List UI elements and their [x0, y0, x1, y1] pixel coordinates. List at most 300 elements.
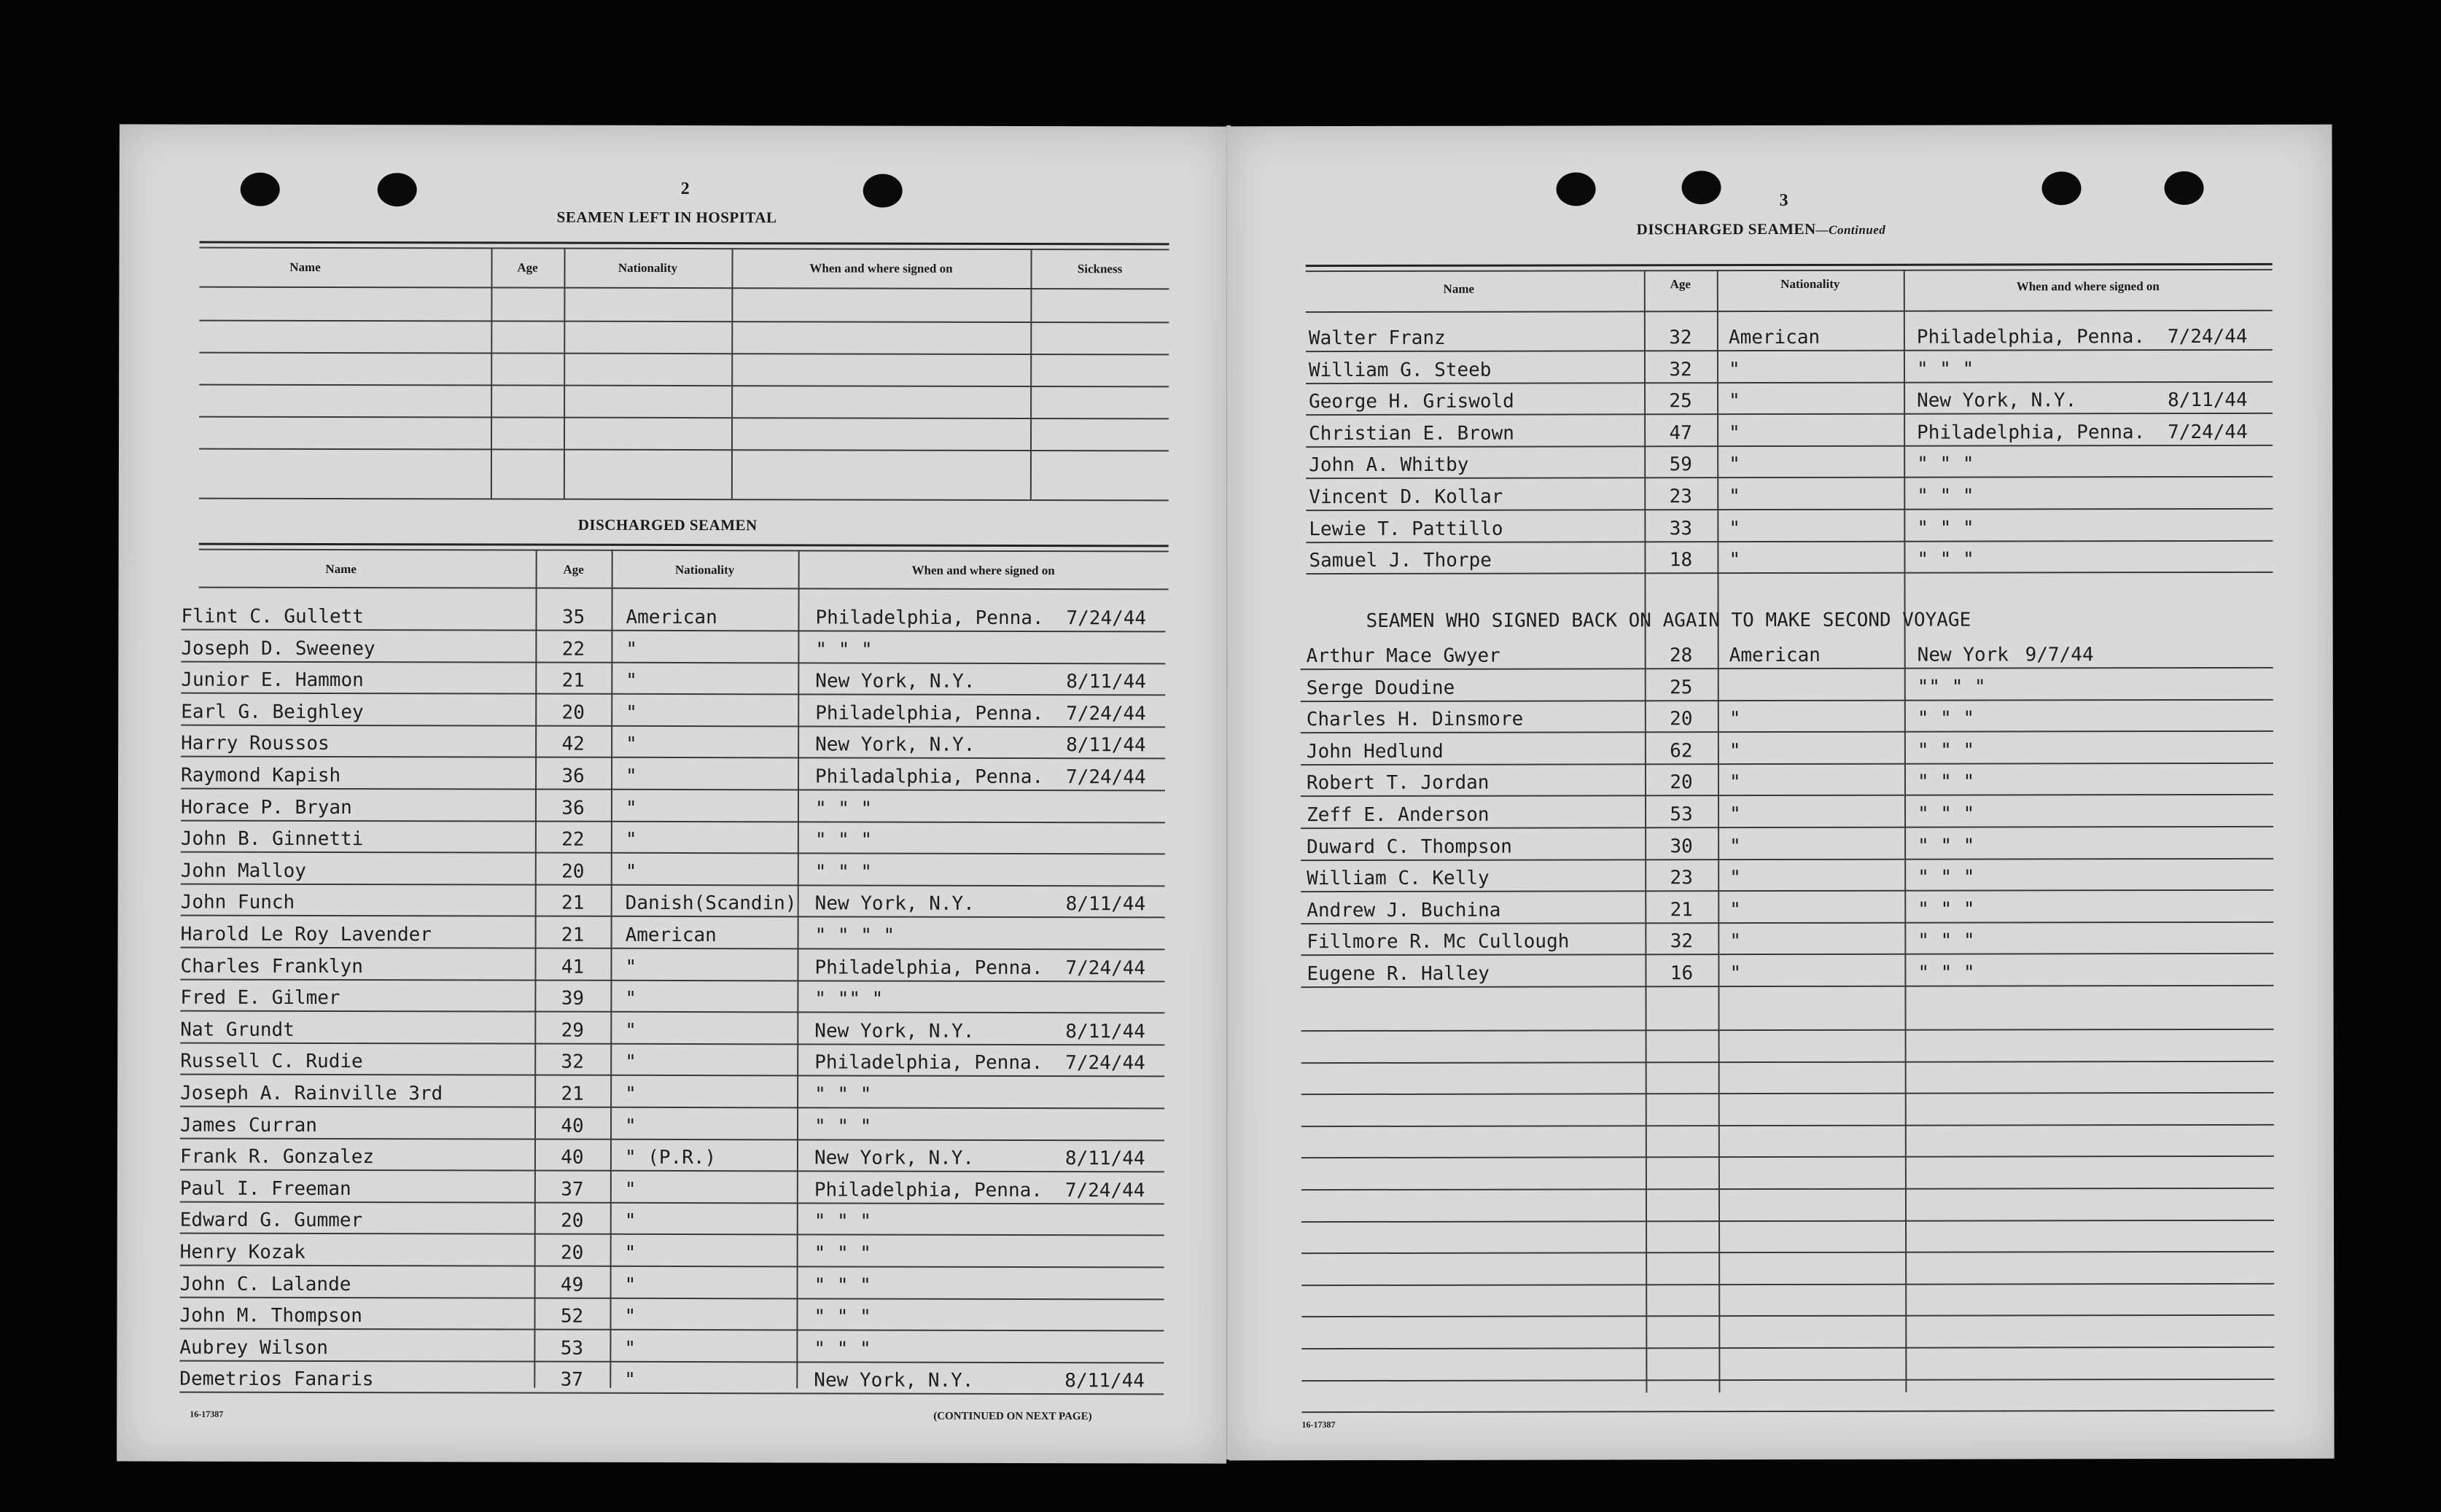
row-rule [180, 1010, 1164, 1014]
seaman-name: William G. Steeb [1308, 359, 1492, 381]
hospital-section-title: SEAMEN LEFT IN HOSPITAL [556, 208, 777, 227]
page-number: 3 [1779, 190, 1788, 211]
seaman-age: 20 [561, 860, 585, 883]
signed-on-date: 9/7/44 [2025, 644, 2094, 666]
seaman-age: 40 [561, 1146, 584, 1169]
seaman-age: 22 [561, 828, 585, 851]
row-rule [181, 756, 1165, 760]
column-rule [731, 248, 733, 499]
signed-on-date: 7/24/44 [1065, 956, 1146, 979]
seaman-nationality: " [1729, 835, 1741, 857]
hospital-col-age: Age [517, 260, 538, 275]
signed-on-date: 8/11/44 [1065, 1020, 1145, 1043]
row-rule [1301, 921, 2273, 924]
seaman-name: Christian E. Brown [1309, 422, 1514, 445]
seaman-age: 25 [1669, 390, 1692, 413]
blank-row-rule [1301, 1410, 2274, 1413]
row-rule [1301, 857, 2273, 860]
row-rule [1306, 572, 2273, 574]
seaman-name: Harry Roussos [181, 732, 330, 755]
row-rule [181, 693, 1165, 696]
seaman-name: William C. Kelly [1307, 867, 1490, 890]
seaman-age: 40 [561, 1115, 584, 1137]
row-rule [180, 1106, 1164, 1110]
row-rule [179, 1328, 1164, 1332]
punch-hole [1682, 171, 1721, 204]
seaman-nationality: " [626, 765, 637, 787]
seaman-name: Fred E. Gilmer [180, 986, 340, 1010]
blank-ruled-lines [1226, 125, 2332, 127]
seaman-age: 25 [1670, 676, 1693, 698]
signed-on-place: " " " [814, 1338, 871, 1360]
seaman-name: Aubrey Wilson [179, 1336, 328, 1359]
seaman-nationality: " (P.R.) [624, 1147, 717, 1169]
signed-on-place: Philadelphia, Penna. [814, 956, 1043, 979]
table-rule [199, 287, 1169, 290]
seaman-nationality: American [1728, 326, 1821, 349]
seaman-age: 21 [561, 924, 585, 946]
signed-on-date: 7/24/44 [1066, 702, 1146, 725]
signed-on-date: 7/24/44 [2167, 325, 2248, 348]
seaman-name: Edward G. Gummer [179, 1209, 363, 1232]
table-rule [1306, 310, 2273, 313]
signed-on-place: " " " [1917, 485, 1974, 507]
row-rule [1301, 763, 2273, 765]
table-rule [200, 241, 1169, 246]
row-rule [181, 883, 1165, 886]
seaman-nationality: " [624, 1274, 636, 1296]
table-rule [1306, 269, 2273, 272]
seaman-nationality: " [626, 670, 638, 693]
seaman-name: Vincent D. Kollar [1309, 486, 1503, 509]
signed-on-place: " " " " [814, 924, 895, 947]
signed-on-place: New York, N.Y. [814, 1020, 975, 1043]
table-rule [199, 498, 1169, 502]
row-rule [181, 629, 1165, 633]
signed-on-place: " " " [1918, 962, 1975, 984]
signed-on-place: " " " [1917, 771, 1975, 794]
seaman-name: Junior E. Hammon [181, 669, 364, 692]
signed-on-place: New York [1917, 644, 2009, 666]
punch-hole [241, 173, 280, 206]
seaman-nationality: " [625, 988, 637, 1010]
signed-on-date: 8/11/44 [1064, 1370, 1145, 1392]
row-rule [179, 1392, 1164, 1395]
seaman-nationality: " [625, 956, 637, 978]
row-rule [180, 1265, 1164, 1269]
row-rule [1301, 730, 2273, 733]
seaman-name: Henry Kozak [179, 1241, 305, 1263]
seaman-age: 23 [1669, 486, 1692, 508]
signed-on-date: 8/11/44 [1066, 671, 1146, 693]
seaman-age: 36 [561, 797, 585, 819]
column-rule [564, 248, 566, 499]
seaman-age: 32 [1669, 327, 1692, 349]
seaman-age: 35 [561, 606, 585, 628]
table-rule [199, 416, 1169, 420]
row-rule [181, 724, 1165, 728]
seaman-age: 52 [560, 1305, 584, 1328]
second-voyage-heading: SEAMEN WHO SIGNED BACK ON AGAIN TO MAKE SECOND VOYAGE [1366, 609, 1971, 632]
signed-on-place: " " " [814, 861, 873, 884]
seaman-nationality: " [1729, 708, 1741, 730]
signed-on-place: New York, N.Y. [814, 892, 975, 916]
title-continued: —Continued [1815, 222, 1886, 237]
signed-on-date: 7/24/44 [2168, 421, 2248, 443]
title-main: DISCHARGED SEAMEN [1636, 219, 1816, 238]
seaman-age: 36 [561, 765, 585, 787]
discharged-col-nationality: Nationality [674, 563, 735, 577]
blank-row-rule [1301, 1060, 2274, 1063]
seaman-age: 49 [560, 1274, 584, 1296]
seaman-age: 33 [1669, 517, 1693, 539]
seaman-name: Charles Franklyn [180, 955, 363, 978]
signed-on-place: Philadelphia, Penna. [1916, 326, 2146, 348]
seaman-nationality: " [626, 733, 637, 756]
signed-on-place: " " " [814, 829, 873, 852]
signed-on-place: " " " [1917, 548, 1974, 571]
signed-on-place: " " " [1918, 835, 1975, 857]
right-col-nationality: Nationality [1780, 276, 1840, 291]
hospital-col-name: Name [289, 260, 321, 274]
row-rule [180, 1201, 1164, 1204]
seaman-nationality: " [1729, 898, 1741, 921]
seaman-name: Fillmore R. Mc Cullough [1307, 930, 1570, 954]
row-rule [1306, 349, 2273, 352]
seaman-nationality: American [626, 606, 717, 629]
seaman-name: Joseph A. Rainville 3rd [180, 1082, 443, 1105]
seaman-name: Serge Doudine [1306, 677, 1455, 699]
seaman-nationality: American [625, 924, 717, 947]
seaman-name: Horace P. Bryan [180, 796, 352, 819]
seaman-nationality: American [1729, 644, 1821, 667]
seaman-nationality: " [1729, 486, 1740, 508]
signed-on-place: " " " [815, 639, 873, 661]
signed-on-place: New York, N.Y. [1917, 389, 2077, 412]
seaman-name: Arthur Mace Gwyer [1306, 644, 1500, 668]
table-rule [199, 543, 1169, 547]
seaman-age: 32 [561, 1051, 584, 1074]
row-rule [181, 788, 1165, 792]
blank-row-rule [1301, 1378, 2274, 1381]
seaman-age: 37 [560, 1369, 584, 1392]
row-rule [1306, 381, 2273, 383]
seaman-age: 30 [1670, 835, 1693, 857]
seaman-nationality: " [625, 1115, 636, 1137]
row-rule [1301, 953, 2273, 956]
row-rule [181, 660, 1165, 664]
discharged-continued-title [1637, 220, 1886, 239]
seaman-nationality: " [624, 1337, 636, 1360]
signed-on-date: 7/24/44 [1066, 766, 1146, 789]
seaman-name: Charles H. Dinsmore [1306, 708, 1524, 731]
seaman-name: John B. Ginnetti [180, 827, 364, 851]
table-rule [199, 549, 1169, 553]
signed-on-date: 7/24/44 [1064, 1179, 1145, 1202]
signed-on-place: " " " [1917, 707, 1975, 730]
seaman-name: Demetrios Fanaris [179, 1368, 374, 1391]
seaman-nationality: " [1729, 421, 1740, 444]
blank-row-rule [1301, 1219, 2274, 1222]
table-rule [1306, 263, 2273, 267]
column-rule [491, 247, 493, 498]
hospital-col-nationality: Nationality [618, 260, 678, 276]
seaman-nationality: " [626, 701, 637, 724]
seaman-age: 59 [1669, 453, 1692, 476]
seaman-nationality: " [624, 1210, 636, 1233]
seaman-nationality: " [626, 638, 638, 660]
row-rule [1306, 539, 2273, 542]
hospital-col-sickness: Sickness [1077, 262, 1123, 276]
seaman-name: Zeff E. Anderson [1307, 803, 1490, 827]
seaman-name: Joseph D. Sweeney [181, 637, 375, 660]
row-rule [1301, 667, 2273, 670]
seaman-name: Frank R. Gonzalez [179, 1145, 375, 1169]
table-rule [199, 352, 1169, 356]
discharged-col-signed-on: When and where signed on [911, 563, 1055, 578]
seaman-nationality: " [625, 1083, 636, 1105]
form-number: 16-17387 [190, 1408, 224, 1419]
row-rule [1301, 698, 2273, 701]
page-number: 2 [680, 179, 690, 199]
seaman-nationality: " [1729, 867, 1741, 889]
seaman-nationality: " [1729, 962, 1742, 985]
signed-on-date: 7/24/44 [1066, 607, 1147, 630]
seaman-nationality: " [625, 797, 637, 819]
signed-on-place: " " " [814, 1274, 871, 1297]
seaman-age: 23 [1670, 867, 1693, 889]
seaman-age: 37 [561, 1178, 584, 1201]
seaman-name: John A. Whitby [1309, 454, 1469, 477]
blank-row-rule [1301, 1314, 2274, 1317]
blank-row-rule [1301, 1283, 2274, 1286]
seaman-name: Raymond Kapish [181, 764, 341, 787]
seaman-name: Robert T. Jordan [1306, 772, 1490, 795]
seaman-age: 21 [561, 1083, 584, 1105]
punch-hole [2042, 171, 2082, 205]
signed-on-place: " " " [1918, 898, 1975, 921]
seaman-name: John M. Thompson [179, 1304, 362, 1328]
seaman-nationality: " [625, 829, 637, 852]
row-rule [179, 1360, 1164, 1363]
signed-on-date: 8/11/44 [1065, 893, 1146, 916]
signed-on-place: " " " [1917, 517, 1974, 539]
signed-on-place: " " " [1916, 358, 1974, 381]
seaman-age: 28 [1669, 644, 1693, 667]
seaman-name: Earl G. Beighley [181, 701, 364, 723]
seaman-name: Flint C. Gullett [181, 605, 364, 628]
signed-on-place: " " " [814, 798, 873, 820]
seaman-age: 32 [1669, 358, 1692, 381]
table-rule [199, 448, 1169, 452]
column-rule [796, 550, 799, 1388]
seaman-name: Samuel J. Thorpe [1309, 549, 1492, 572]
signed-on-date: 8/11/44 [1066, 734, 1146, 757]
seaman-name: Duward C. Thompson [1307, 835, 1512, 858]
seaman-name: Harold Le Roy Lavender [180, 923, 432, 946]
row-rule [1301, 794, 2273, 797]
continued-note: (CONTINUED ON NEXT PAGE) [933, 1410, 1092, 1423]
row-rule [1306, 476, 2273, 479]
punch-hole [1557, 172, 1596, 206]
signed-on-place: " " " [814, 1306, 871, 1328]
row-rule [1306, 413, 2273, 416]
signed-on-place: " " " [1917, 739, 1975, 762]
column-rule [1904, 270, 1907, 1392]
row-rule [1306, 508, 2273, 511]
row-rule [180, 1137, 1164, 1141]
blank-row-rule [1301, 1251, 2274, 1254]
seaman-age: 21 [561, 892, 585, 915]
seaman-age: 20 [1670, 708, 1693, 730]
signed-on-place: " " " [814, 1242, 871, 1265]
signed-on-place: Philadelphia, Penna. [1917, 421, 2146, 444]
seaman-nationality: " [625, 1019, 637, 1042]
row-rule [180, 1296, 1164, 1300]
signed-on-place: " " " [814, 1115, 872, 1138]
seaman-name: Russell C. Rudie [180, 1050, 363, 1073]
discharged-col-name: Name [325, 562, 357, 577]
hospital-col-signed-on: When and where signed on [809, 261, 953, 276]
row-rule [180, 1074, 1164, 1078]
seaman-name: Paul I. Freeman [179, 1177, 351, 1200]
row-rule [1301, 985, 2273, 988]
seaman-age: 53 [1670, 803, 1693, 826]
signed-on-date: 8/11/44 [1064, 1147, 1145, 1170]
seaman-name: Nat Grundt [180, 1018, 295, 1041]
signed-on-place: New York, N.Y. [814, 1147, 975, 1170]
table-rule [199, 587, 1169, 591]
signed-on-place: New York, N.Y. [814, 1369, 974, 1392]
row-rule [181, 819, 1165, 823]
seaman-age: 21 [1670, 899, 1693, 921]
seaman-age: 20 [1670, 771, 1693, 794]
signed-on-place: Philadelphia, Penna. [814, 1051, 1043, 1075]
table-rule [200, 247, 1169, 251]
blank-row-rule [1301, 1124, 2274, 1127]
discharged-col-age: Age [563, 562, 584, 577]
row-rule [1306, 445, 2273, 448]
signed-on-place: " " " [1917, 453, 1974, 476]
seaman-age: 20 [560, 1242, 584, 1264]
seaman-nationality: " [1729, 803, 1741, 826]
signed-on-place: Philadelphia, Penna. [815, 702, 1044, 725]
seaman-nationality: " [625, 1051, 636, 1074]
punch-hole [378, 173, 417, 206]
signed-on-place: Philadalphia, Penna. [815, 765, 1044, 789]
seaman-name: Lewie T. Pattillo [1309, 518, 1503, 540]
row-rule [180, 978, 1164, 982]
seaman-nationality: " [1729, 390, 1740, 413]
punch-hole [863, 174, 903, 208]
seaman-name: Andrew J. Buchina [1307, 899, 1501, 921]
column-rule [1030, 249, 1032, 499]
row-rule [180, 1169, 1164, 1173]
seaman-nationality: " [624, 1306, 636, 1328]
seaman-age: 42 [561, 733, 585, 756]
seaman-nationality: " [1729, 739, 1741, 762]
row-rule [180, 1042, 1164, 1045]
seaman-name: John C. Lalande [179, 1273, 351, 1295]
signed-on-place: " " " [814, 1210, 872, 1233]
signed-on-place: " "" " [814, 988, 884, 1010]
discharged-section-title: DISCHARGED SEAMEN [577, 515, 758, 534]
seaman-nationality: " [1729, 930, 1742, 953]
right-page [1226, 125, 2334, 1461]
seaman-name: John Malloy [180, 860, 306, 882]
right-col-name: Name [1443, 281, 1475, 296]
signed-on-place: Philadelphia, Penna. [815, 607, 1044, 630]
seaman-nationality: " [1729, 453, 1740, 476]
seaman-nationality: Danish(Scandin) [625, 892, 797, 915]
seaman-nationality: " [624, 1242, 636, 1264]
seaman-age: 21 [561, 669, 585, 692]
seaman-age: 62 [1670, 740, 1693, 763]
left-page [117, 124, 1229, 1463]
seaman-name: Eugene R. Halley [1307, 962, 1490, 986]
right-col-age: Age [1670, 277, 1691, 292]
row-rule [180, 1233, 1164, 1236]
seaman-age: 29 [561, 1019, 585, 1042]
seaman-age: 47 [1669, 422, 1692, 445]
blank-row-rule [1301, 1188, 2274, 1190]
blank-row-rule [1301, 1347, 2274, 1349]
row-rule [181, 852, 1165, 855]
seaman-nationality: " [624, 1178, 636, 1201]
seaman-age: 20 [561, 1210, 584, 1233]
row-rule [1301, 826, 2273, 829]
seaman-name: James Curran [180, 1114, 317, 1137]
seaman-age: 41 [561, 956, 585, 978]
blank-row-rule [1301, 1156, 2274, 1158]
seaman-age: 20 [561, 701, 585, 724]
signed-on-place: "" " " [1917, 676, 1986, 698]
signed-on-place: " " " [1918, 803, 1975, 825]
seaman-age: 22 [561, 638, 585, 660]
form-number: 16-17387 [1301, 1419, 1336, 1430]
seaman-name: John Hedlund [1306, 740, 1444, 763]
seaman-name: Walter Franz [1308, 327, 1446, 350]
column-rule [1717, 270, 1721, 1392]
row-rule [1301, 889, 2273, 892]
signed-on-date: 8/11/44 [2168, 389, 2248, 412]
seaman-nationality: " [624, 1369, 636, 1392]
seaman-nationality: " [1729, 549, 1741, 572]
signed-on-date: 7/24/44 [1065, 1052, 1145, 1075]
right-col-signed-on: When and where signed on [2016, 279, 2160, 294]
seaman-nationality: " [1728, 358, 1740, 381]
seaman-age: 16 [1670, 962, 1694, 985]
seaman-name: John Funch [180, 891, 295, 914]
signed-on-place: New York, N.Y. [815, 670, 976, 693]
signed-on-place: Philadelphia, Penna. [814, 1179, 1043, 1201]
table-rule [199, 384, 1169, 388]
punch-hole [2165, 171, 2204, 205]
seaman-age: 18 [1669, 549, 1693, 572]
signed-on-place: " " " [1918, 866, 1975, 889]
seaman-age: 39 [561, 987, 585, 1010]
row-rule [181, 947, 1165, 951]
signed-on-place: " " " [814, 1083, 872, 1106]
seaman-nationality: " [1729, 517, 1741, 539]
seaman-nationality: " [1729, 771, 1741, 794]
seaman-age: 53 [560, 1337, 584, 1360]
signed-on-place: New York, N.Y. [815, 733, 976, 757]
row-rule [181, 915, 1165, 919]
blank-row-rule [1301, 1029, 2274, 1032]
seaman-name: George H. Griswold [1309, 390, 1514, 413]
table-rule [199, 320, 1169, 324]
